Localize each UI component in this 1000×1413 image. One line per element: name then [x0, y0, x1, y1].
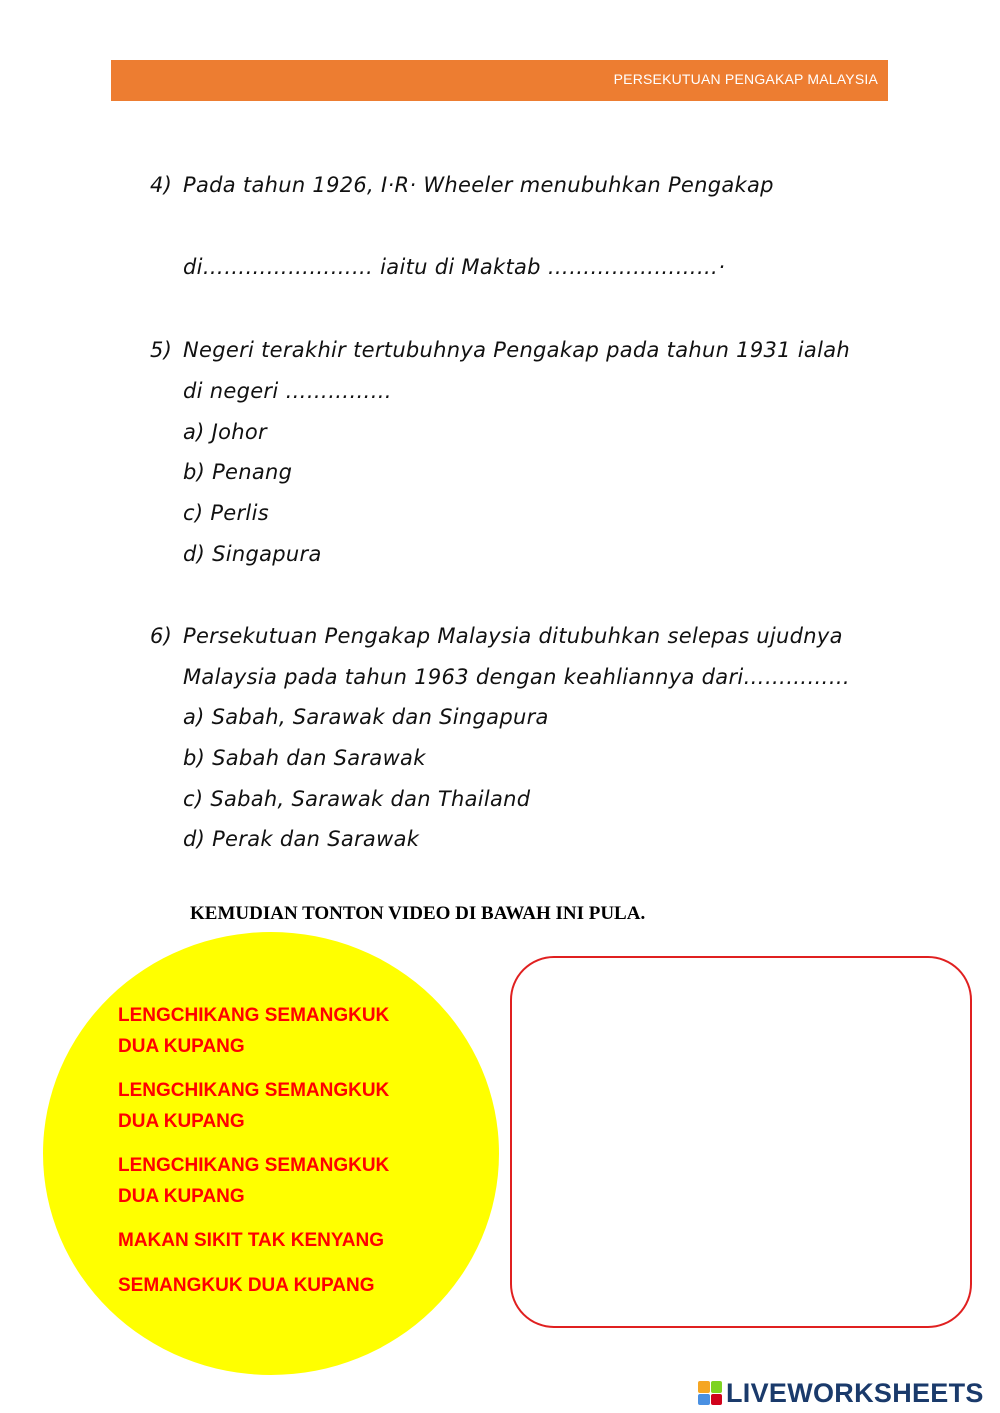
question-5-option-b[interactable]: b) Penang — [183, 460, 293, 484]
liveworksheets-brand[interactable] — [698, 1378, 984, 1408]
question-5-number: 5) — [150, 338, 173, 362]
question-5-option-d[interactable]: d) Singapura — [183, 542, 322, 566]
question-4-number: 4) — [150, 173, 173, 197]
liveworksheets-logo-icon — [698, 1381, 722, 1405]
video-player[interactable] — [510, 956, 972, 1328]
header-bar — [111, 60, 888, 101]
question-6-option-b[interactable]: b) Sabah dan Sarawak — [183, 746, 426, 770]
question-5-option-c[interactable]: c) Perlis — [183, 501, 269, 525]
lyric-line: MAKAN SIKIT TAK KENYANG — [118, 1230, 385, 1251]
brand-text: LIVEWORKSHEETS — [726, 1377, 984, 1408]
question-6-text: Persekutuan Pengakap Malaysia ditubuhkan selepas ujudnya — [183, 624, 843, 648]
header-title: PERSEKUTUAN PENGAKAP MALAYSIA — [613, 71, 878, 87]
question-6-blank[interactable]: Malaysia pada tahun 1963 dengan keahliannya dari…………… — [183, 665, 851, 689]
lyric-line: SEMANGKUK DUA KUPANG — [118, 1275, 375, 1296]
lyric-line: DUA KUPANG — [118, 1111, 245, 1132]
question-5-blank[interactable]: di negeri …………… — [183, 379, 392, 403]
lyric-line: LENGCHIKANG SEMANGKUK — [118, 1155, 390, 1176]
question-6-option-a[interactable]: a) Sabah, Sarawak dan Singapura — [183, 705, 549, 729]
lyric-line: LENGCHIKANG SEMANGKUK — [118, 1080, 390, 1101]
lyric-line: DUA KUPANG — [118, 1036, 245, 1057]
video-instruction: KEMUDIAN TONTON VIDEO DI BAWAH INI PULA. — [190, 903, 646, 924]
question-5-text: Negeri terakhir tertubuhnya Pengakap pada tahun 1931 ialah — [183, 338, 850, 362]
question-4-blanks[interactable]: di…………………… iaitu di Maktab ……………………· — [183, 255, 726, 279]
question-5-option-a[interactable]: a) Johor — [183, 420, 267, 444]
question-6-option-c[interactable]: c) Sabah, Sarawak dan Thailand — [183, 787, 531, 811]
lyric-line: LENGCHIKANG SEMANGKUK — [118, 1005, 390, 1026]
question-4-text: Pada tahun 1926, I·R· Wheeler menubuhkan Pengakap — [183, 173, 774, 197]
question-6-option-d[interactable]: d) Perak dan Sarawak — [183, 827, 420, 851]
question-6-number: 6) — [150, 624, 173, 648]
lyric-line: DUA KUPANG — [118, 1186, 245, 1207]
